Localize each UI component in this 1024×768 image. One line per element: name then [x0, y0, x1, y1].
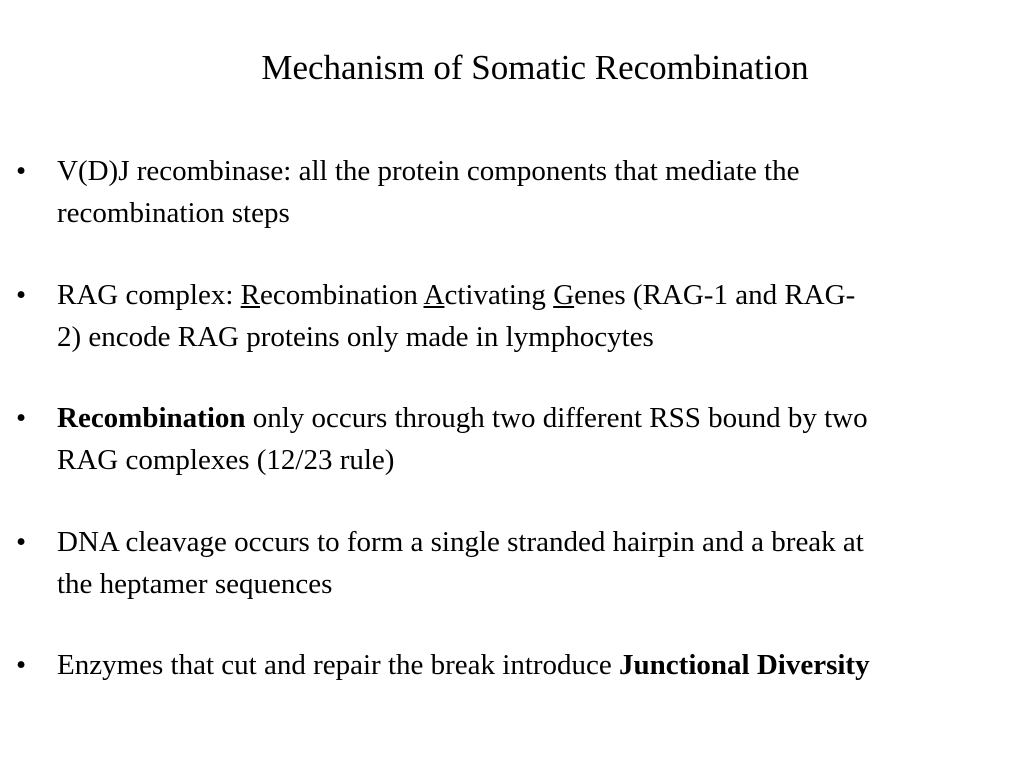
- bold-term: Recombination: [57, 402, 246, 434]
- bullet-line: [57, 397, 1017, 439]
- bullet-line: [57, 274, 1017, 316]
- bullet-line: 2) encode RAG proteins only made in lymphocytes: [57, 321, 654, 353]
- underlined-letter: R: [240, 279, 260, 311]
- underlined-letter: A: [423, 279, 445, 311]
- text-run: enes (RAG-1 and RAG-: [574, 279, 856, 311]
- bullet-glyph: •: [16, 155, 27, 187]
- bullet-text: [57, 150, 1017, 234]
- text-run: RAG complex:: [57, 279, 241, 311]
- text-run: Enzymes that cut and repair the break introduce: [57, 649, 620, 681]
- bullet-line: V(D)J recombinase: all the protein components that mediate the: [57, 155, 800, 187]
- underlined-letter: G: [553, 279, 575, 311]
- text-run: ecombination: [260, 279, 424, 311]
- bullet-text: [57, 644, 1017, 686]
- bullet-line: RAG complexes (12/23 rule): [57, 444, 395, 476]
- bold-term: Junctional Diversity: [619, 649, 870, 681]
- bullet-glyph: •: [16, 526, 27, 558]
- bullet-text: [57, 274, 1017, 358]
- text-run: ctivating: [444, 279, 554, 311]
- bullet-glyph: •: [16, 649, 27, 681]
- bullet-line: [57, 644, 1017, 686]
- bullet-line: the heptamer sequences: [57, 568, 333, 600]
- bullet-text: [57, 521, 1017, 605]
- bullet-glyph: •: [16, 402, 27, 434]
- slide-title: Mechanism of Somatic Recombination: [261, 48, 809, 87]
- bullet-line: recombination steps: [57, 197, 290, 229]
- text-run: only occurs through two different RSS bound by two: [245, 402, 868, 434]
- bullet-text: [57, 397, 1017, 481]
- bullet-line: DNA cleavage occurs to form a single stranded hairpin and a break at: [57, 526, 864, 558]
- bullet-glyph: •: [16, 279, 27, 311]
